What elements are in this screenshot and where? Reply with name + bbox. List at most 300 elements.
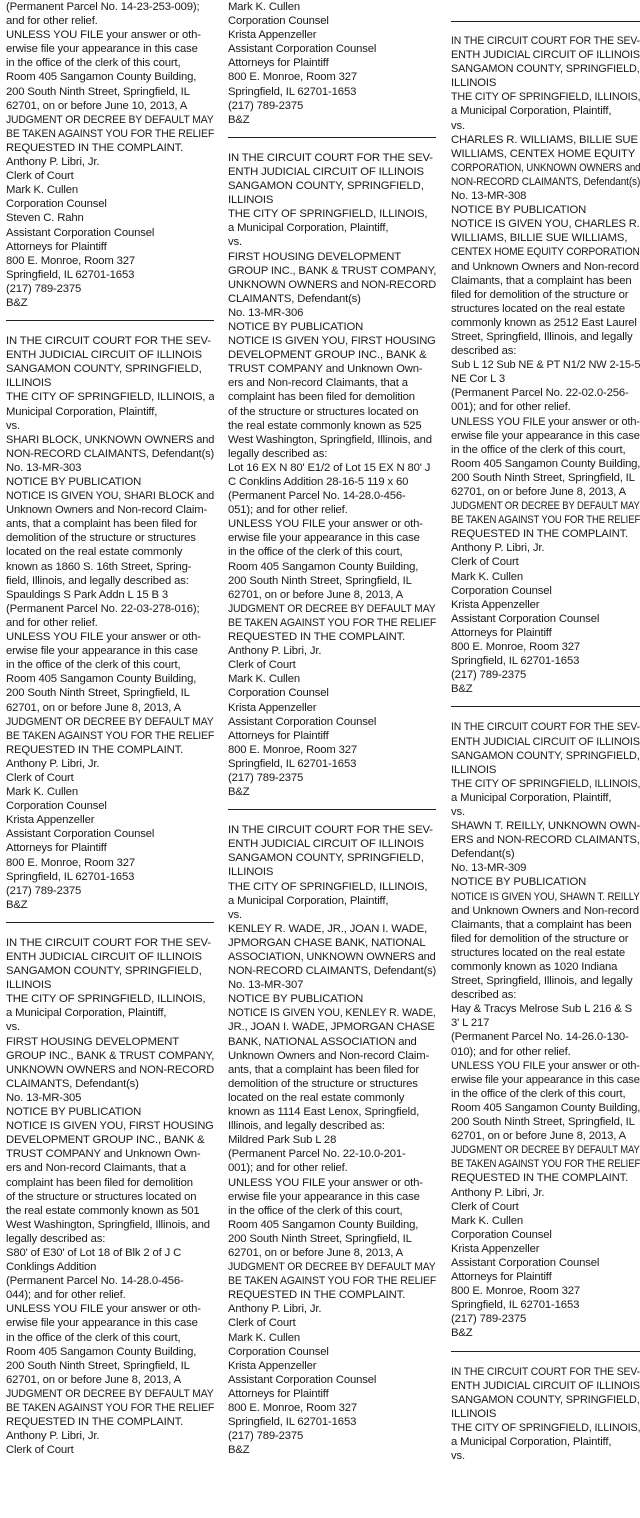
notice-text-line: Clerk of Court: [6, 771, 74, 784]
notice-text-line: Springfield, IL 62701-1653: [451, 1299, 580, 1312]
notice-text-line: C Conklins Addition 28-16-5 119 x 60: [228, 476, 409, 488]
notice-text-line: erwise file your appearance in this case: [6, 43, 198, 56]
notice-text-line: Clerk of Court: [228, 659, 296, 672]
notice-text-line: vs.: [228, 908, 242, 921]
legal-notice: [6, 334, 214, 912]
notice-text-line: B&Z: [228, 113, 250, 126]
notice-text-line: 200 South Ninth Street, Springfield, IL: [6, 1359, 190, 1372]
notice-text-line: NON-RECORD CLAIMANTS, Defendant(s): [451, 175, 640, 188]
notice-text-line: 800 E. Monroe, Room 327: [228, 743, 358, 756]
notice-text-line: 62701, on or before June 8, 2013, A: [6, 701, 182, 714]
notice-text-line: THE CITY OF SPRINGFIELD, ILLINOIS,: [228, 880, 428, 893]
column-top-rule: [451, 21, 640, 22]
notice-text-line: SHAWN T. REILLY, UNKNOWN OWN-: [451, 820, 640, 833]
notice-text-line: IN THE CIRCUIT COURT FOR THE SEV-: [451, 35, 640, 47]
notice-text-line: (217) 789-2375: [228, 1430, 304, 1443]
notice-text-line: located on the real estate commonly: [228, 1091, 405, 1104]
notice-text-line: BE TAKEN AGAINST YOU FOR THE RELIEF: [228, 616, 436, 629]
notice-text-line: Mark K. Cullen: [228, 1, 300, 13]
notice-text-line: 800 E. Monroe, Room 327: [6, 254, 136, 267]
notice-text-line: BE TAKEN AGAINST YOU FOR THE RELIEF: [451, 1158, 640, 1171]
notice-text-line: known as 1860 S. 16th Street, Spring-: [6, 560, 192, 573]
notice-text-line: NOTICE IS GIVEN YOU, KENLEY R. WADE,: [228, 1007, 436, 1020]
notice-text-line: legally described as:: [6, 1232, 106, 1245]
legal-notice: [6, 0, 214, 310]
notice-text-line: DEVELOPMENT GROUP INC., BANK &: [6, 1134, 205, 1147]
notice-text-line: (Permanent Parcel No. 14-26.0-130-: [451, 1031, 629, 1044]
notice-text-line: Claimants, that a complaint has been: [451, 918, 632, 931]
notice-text-line: Clerk of Court: [228, 1317, 296, 1330]
notice-text-line: No. 13-MR-306: [228, 306, 304, 319]
notice-text-line: (217) 789-2375: [228, 99, 304, 112]
notice-text-line: Springfield, IL 62701-1653: [6, 870, 135, 883]
notice-text-line: UNLESS YOU FILE your answer or oth-: [228, 1176, 423, 1189]
notice-text-line: Defendant(s): [451, 848, 515, 861]
notice-divider: [228, 137, 436, 138]
notice-text-line: Sub L 12 Sub NE & PT N1/2 NW 2-15-5: [451, 359, 640, 372]
legal-notice: [228, 823, 436, 1457]
notice-text-line: Anthony P. Libri, Jr.: [6, 757, 100, 770]
notice-text-line: Attorneys for Plaintiff: [6, 842, 107, 855]
notice-text-line: Illinois, and legally described as:: [228, 1120, 385, 1133]
notice-text-line: ENTH JUDICIAL CIRCUIT OF ILLINOIS: [6, 951, 202, 963]
notice-text-line: JR., JOAN I. WADE, JPMORGAN CHASE: [228, 1021, 435, 1034]
notice-text-line: Claimants, that a complaint has been: [451, 274, 632, 287]
notice-text-line: vs.: [6, 1021, 20, 1034]
notice-text-line: ENTH JUDICIAL CIRCUIT OF ILLINOIS: [6, 349, 202, 362]
notice-text-line: BE TAKEN AGAINST YOU FOR THE RELIEF: [228, 1275, 436, 1288]
notice-text-line: Anthony P. Libri, Jr.: [228, 1303, 322, 1316]
notice-text-line: filed for demolition of the structure or: [451, 932, 629, 945]
notice-text-line: THE CITY OF SPRINGFIELD, ILLINOIS,: [451, 1421, 640, 1434]
notice-text-line: Attorneys for Plaintiff: [451, 626, 552, 639]
notice-text-line: NOTICE IS GIVEN YOU, FIRST HOUSING: [6, 1120, 214, 1133]
notice-text-line: NOTICE IS GIVEN YOU, SHARI BLOCK and: [6, 490, 214, 503]
notice-text-line: complaint has been filed for demolition: [6, 1176, 193, 1189]
notice-text-line: 62701, on or before June 10, 2013, A: [6, 99, 188, 112]
notice-text-line: NON-RECORD CLAIMANTS, Defendant(s): [6, 447, 214, 460]
notice-text-line: Street, Springfield, Illinois, and legally: [451, 975, 633, 988]
notice-text-line: 001); and for other relief.: [228, 1162, 348, 1175]
notice-text-line: 800 E. Monroe, Room 327: [228, 1402, 358, 1414]
notice-text-line: a Municipal Corporation, Plaintiff,: [6, 1007, 167, 1020]
legal-notice: [451, 720, 640, 1340]
notice-text-line: B&Z: [228, 786, 250, 799]
notice-text-line: Hay & Tracys Melrose Sub L 216 & S: [451, 1003, 632, 1016]
notice-text-line: WILLIAMS, BILLIE SUE WILLIAMS,: [451, 232, 628, 245]
notice-text-line: erwise file your appearance in this case: [451, 429, 640, 442]
notice-text-line: Clerk of Court: [6, 1444, 74, 1457]
notice-text-line: IN THE CIRCUIT COURT FOR THE SEV-: [228, 824, 433, 837]
notice-text-line: in the office of the clerk of this court,: [228, 1204, 403, 1217]
notice-text-line: No. 13-MR-308: [451, 190, 527, 203]
notice-text-line: ENTH JUDICIAL CIRCUIT OF ILLINOIS: [451, 49, 640, 62]
notice-text-line: No. 13-MR-309: [451, 862, 527, 875]
notice-text-line: 3' L 217: [451, 1017, 490, 1030]
notice-text-line: SHARI BLOCK, UNKNOWN OWNERS and: [6, 433, 214, 446]
notice-text-line: 200 South Ninth Street, Springfield, IL: [451, 471, 635, 484]
notice-text-line: structures located on the real estate: [451, 946, 626, 959]
notice-text-line: a Municipal Corporation, Plaintiff,: [228, 894, 389, 907]
notice-text-line: (217) 789-2375: [451, 1313, 527, 1326]
notice-text-line: Springfield, IL 62701-1653: [451, 655, 580, 668]
notice-text-line: Attorneys for Plaintiff: [228, 1387, 329, 1400]
notice-text-line: Krista Appenzeller: [228, 29, 317, 42]
notice-text-line: erwise file your appearance in this case: [451, 1073, 640, 1086]
notice-text-line: 800 E. Monroe, Room 327: [228, 71, 358, 84]
notice-text-line: NOTICE BY PUBLICATION: [228, 993, 364, 1006]
notice-text-line: the real estate commonly known as 525: [228, 419, 422, 432]
notice-text-line: B&Z: [451, 683, 473, 696]
notice-text-line: Mark K. Cullen: [451, 1214, 523, 1227]
notice-text-line: Attorneys for Plaintiff: [451, 1271, 552, 1284]
notice-text-line: ILLINOIS: [451, 763, 497, 776]
notice-text-line: (Permanent Parcel No. 22-02.0-256-: [451, 387, 629, 400]
notice-text-line: and Unknown Owners and Non-record: [451, 260, 639, 273]
notice-text-line: Mark K. Cullen: [6, 786, 78, 799]
notice-text-line: NOTICE IS GIVEN YOU, FIRST HOUSING: [228, 335, 436, 348]
notice-text-line: ILLINOIS: [451, 77, 497, 90]
notice-text-line: Conklings Addition: [6, 1261, 97, 1274]
notice-text-line: ENTH JUDICIAL CIRCUIT OF ILLINOIS: [451, 1379, 640, 1392]
notice-text-line: IN THE CIRCUIT COURT FOR THE SEV-: [451, 721, 640, 734]
notice-text-line: 010); and for other relief.: [451, 1045, 571, 1058]
notice-text-line: Assistant Corporation Counsel: [451, 1256, 600, 1269]
notice-text-line: IN THE CIRCUIT COURT FOR THE SEV-: [6, 936, 211, 949]
notice-text-line: THE CITY OF SPRINGFIELD, ILLINOIS,: [6, 993, 206, 1006]
notice-text-line: GROUP INC., BANK & TRUST COMPANY,: [6, 1049, 214, 1062]
notice-text-line: Attorneys for Plaintiff: [228, 57, 329, 70]
notice-text-line: 800 E. Monroe, Room 327: [451, 1285, 581, 1298]
notice-text-line: SANGAMON COUNTY, SPRINGFIELD,: [228, 180, 424, 193]
notice-text-line: JUDGMENT OR DECREE BY DEFAULT MAY: [6, 715, 214, 728]
notice-text-line: ILLINOIS: [451, 1407, 497, 1420]
notice-text-line: NE Cor L 3: [451, 373, 505, 386]
notice-text-line: NOTICE IS GIVEN YOU, CHARLES R.: [451, 218, 640, 231]
notice-text-line: KENLEY R. WADE, JR., JOAN I. WADE,: [228, 922, 428, 935]
notice-text-line: West Washington, Springfield, Illinois, and: [6, 1218, 210, 1231]
notice-text-line: UNLESS YOU FILE your answer or oth-: [451, 1059, 640, 1072]
notice-text-line: Room 405 Sangamon County Building,: [6, 71, 197, 84]
notice-text-line: Anthony P. Libri, Jr.: [6, 1430, 100, 1443]
notice-text-line: Krista Appenzeller: [451, 1242, 540, 1255]
notice-text-line: 200 South Ninth Street, Springfield, IL: [451, 1116, 635, 1129]
notice-text-line: NOTICE BY PUBLICATION: [6, 476, 142, 488]
notice-text-line: REQUESTED IN THE COMPLAINT.: [6, 1416, 184, 1429]
notice-text-line: Street, Springfield, Illinois, and legally: [451, 330, 633, 343]
notice-text-line: ERS and NON-RECORD CLAIMANTS,: [451, 834, 640, 847]
notice-text-line: Anthony P. Libri, Jr.: [451, 1186, 545, 1199]
notice-text-line: JUDGMENT OR DECREE BY DEFAULT MAY: [228, 1261, 436, 1274]
notice-text-line: UNLESS YOU FILE your answer or oth-: [6, 631, 201, 644]
notice-text-line: SANGAMON COUNTY, SPRINGFIELD,: [451, 63, 640, 76]
notice-text-line: (217) 789-2375: [6, 282, 82, 295]
notice-text-line: JPMORGAN CHASE BANK, NATIONAL: [228, 936, 426, 949]
legal-notice: [451, 1365, 640, 1464]
notice-text-line: Assistant Corporation Counsel: [6, 226, 155, 239]
notice-text-line: (Permanent Parcel No. 22-10.0-201-: [228, 1148, 406, 1161]
notice-text-line: CHARLES R. WILLIAMS, BILLIE SUE: [451, 133, 638, 146]
notice-text-line: NOTICE IS GIVEN YOU, SHAWN T. REILLY: [451, 890, 640, 903]
notice-text-line: REQUESTED IN THE COMPLAINT.: [6, 141, 184, 154]
notice-text-line: a Municipal Corporation, Plaintiff,: [228, 222, 389, 235]
notice-text-line: JUDGMENT OR DECREE BY DEFAULT MAY: [451, 1144, 640, 1157]
notice-divider: [6, 320, 214, 321]
notice-text-line: Clerk of Court: [6, 170, 74, 183]
notice-text-line: Assistant Corporation Counsel: [6, 828, 155, 841]
notice-text-line: ENTH JUDICIAL CIRCUIT OF ILLINOIS: [228, 165, 424, 178]
notice-text-line: ers and Non-record Claimants, that a: [228, 377, 408, 390]
notice-text-line: THE CITY OF SPRINGFIELD, ILLINOIS,: [451, 91, 640, 104]
notice-text-line: Anthony P. Libri, Jr.: [451, 542, 545, 555]
notice-text-line: ants, that a complaint has been filed for: [6, 518, 198, 531]
notice-text-line: ILLINOIS: [6, 377, 52, 390]
notice-text-line: Mark K. Cullen: [228, 1331, 300, 1344]
notice-text-line: REQUESTED IN THE COMPLAINT.: [228, 1289, 406, 1302]
notice-text-line: SANGAMON COUNTY, SPRINGFIELD,: [451, 749, 640, 762]
notice-text-line: CLAIMANTS, Defendant(s): [228, 292, 361, 305]
notice-text-line: UNKNOWN OWNERS and NON-RECORD: [6, 1063, 214, 1076]
notice-text-line: SANGAMON COUNTY, SPRINGFIELD,: [6, 965, 202, 978]
notice-text-line: Mildred Park Sub L 28: [228, 1134, 337, 1147]
notice-text-line: 044); and for other relief.: [6, 1289, 126, 1302]
notice-text-line: Attorneys for Plaintiff: [6, 240, 107, 253]
notice-text-line: UNLESS YOU FILE your answer or oth-: [451, 415, 640, 428]
notice-text-line: SANGAMON COUNTY, SPRINGFIELD,: [6, 363, 202, 376]
notice-text-line: CENTEX HOME EQUITY CORPORATION: [451, 246, 640, 259]
notice-text-line: NON-RECORD CLAIMANTS, Defendant(s): [228, 965, 436, 978]
notice-text-line: in the office of the clerk of this court,: [451, 1087, 626, 1100]
notice-text-line: Spauldings S Park Addn L 15 B 3: [6, 588, 168, 601]
notice-text-line: of the structure or structures located on: [6, 1190, 197, 1203]
notice-text-line: BANK, NATIONAL ASSOCIATION and: [228, 1035, 417, 1048]
notice-text-line: B&Z: [451, 1327, 473, 1340]
notice-text-line: Corporation Counsel: [228, 15, 329, 28]
notice-text-line: in the office of the clerk of this court,: [228, 546, 403, 559]
notice-text-line: Corporation Counsel: [228, 687, 329, 700]
notice-text-line: Lot 16 EX N 80' E1/2 of Lot 15 EX N 80' J: [228, 461, 431, 474]
notice-text-line: B&Z: [6, 898, 28, 911]
notice-text-line: CORPORATION, UNKNOWN OWNERS and: [451, 161, 640, 174]
notice-text-line: (217) 789-2375: [451, 669, 527, 682]
notice-text-line: IN THE CIRCUIT COURT FOR THE SEV-: [451, 1365, 640, 1378]
notice-text-line: 62701, on or before June 8, 2013, A: [6, 1373, 182, 1386]
notice-text-line: described as:: [451, 345, 517, 358]
notice-text-line: B&Z: [6, 296, 28, 309]
notice-text-line: a Municipal Corporation, Plaintiff,: [451, 1436, 612, 1448]
notice-text-line: Corporation Counsel: [451, 1228, 552, 1241]
notice-text-line: (217) 789-2375: [6, 884, 82, 897]
notice-text-line: commonly known as 1020 Indiana: [451, 961, 618, 973]
notice-text-line: demolition of the structure or structures: [6, 532, 196, 545]
notice-text-line: Assistant Corporation Counsel: [228, 1373, 377, 1386]
notice-text-line: 62701, on or before June 8, 2013, A: [228, 1246, 404, 1259]
notice-text-line: 62701, on or before June 8, 2013, A: [451, 1130, 627, 1143]
notice-text-line: Corporation Counsel: [6, 198, 107, 211]
notice-text-line: GROUP INC., BANK & TRUST COMPANY,: [228, 264, 436, 277]
notice-text-line: Unknown Owners and Non-record Claim-: [228, 1049, 430, 1062]
notice-text-line: and for other relief.: [6, 15, 98, 28]
notice-text-line: (217) 789-2375: [228, 771, 304, 784]
notice-text-line: Room 405 Sangamon County Building,: [228, 1218, 419, 1231]
notice-text-line: ants, that a complaint has been filed for: [228, 1063, 420, 1076]
notice-text-line: (Permanent Parcel No. 22-03-278-016);: [6, 602, 200, 615]
notice-text-line: BE TAKEN AGAINST YOU FOR THE RELIEF: [6, 1402, 214, 1414]
notice-text-line: vs.: [451, 805, 465, 818]
notice-text-line: West Washington, Springfield, Illinois, and: [228, 433, 432, 446]
notice-divider: [451, 706, 640, 707]
notice-text-line: NOTICE BY PUBLICATION: [451, 876, 587, 889]
notice-text-line: Mark K. Cullen: [6, 184, 78, 197]
notice-text-line: 800 E. Monroe, Room 327: [451, 641, 581, 654]
notice-text-line: REQUESTED IN THE COMPLAINT.: [451, 1172, 629, 1185]
notice-text-line: erwise file your appearance in this case: [6, 1317, 198, 1330]
notice-text-line: Clerk of Court: [451, 1200, 519, 1213]
legal-notice: [6, 936, 214, 1457]
notice-text-line: REQUESTED IN THE COMPLAINT.: [228, 631, 406, 644]
notice-text-line: filed for demolition of the structure or: [451, 288, 629, 301]
notice-text-line: Krista Appenzeller: [6, 814, 95, 827]
notice-text-line: (Permanent Parcel No. 14-23-253-009);: [6, 1, 200, 13]
notice-text-line: 200 South Ninth Street, Springfield, IL: [228, 1232, 412, 1245]
notice-text-line: REQUESTED IN THE COMPLAINT.: [6, 743, 184, 756]
notice-text-line: 200 South Ninth Street, Springfield, IL: [6, 687, 190, 700]
notice-text-line: vs.: [6, 419, 20, 432]
notice-text-line: DEVELOPMENT GROUP INC., BANK &: [228, 349, 427, 362]
notice-text-line: NOTICE BY PUBLICATION: [228, 320, 364, 333]
notice-text-line: B&Z: [228, 1444, 250, 1457]
legal-notice: [451, 34, 640, 696]
notice-text-line: legally described as:: [228, 447, 328, 460]
notice-text-line: 200 South Ninth Street, Springfield, IL: [228, 574, 412, 587]
notice-text-line: erwise file your appearance in this case: [228, 532, 420, 545]
notice-text-line: JUDGMENT OR DECREE BY DEFAULT MAY: [6, 113, 214, 126]
notice-text-line: JUDGMENT OR DECREE BY DEFAULT MAY: [451, 500, 640, 513]
notice-text-line: SANGAMON COUNTY, SPRINGFIELD,: [451, 1393, 640, 1406]
notice-text-line: erwise file your appearance in this case: [228, 1190, 420, 1203]
notice-text-line: TRUST COMPANY and Unknown Own-: [6, 1148, 201, 1161]
notice-text-line: a Municipal Corporation, Plaintiff,: [451, 105, 612, 118]
notice-text-line: Mark K. Cullen: [228, 673, 300, 686]
notice-text-line: the real estate commonly known as 501: [6, 1204, 200, 1217]
notice-text-line: BE TAKEN AGAINST YOU FOR THE RELIEF: [451, 514, 640, 527]
notice-divider: [228, 809, 436, 810]
notice-text-line: known as 1114 East Lenox, Springfield,: [228, 1106, 420, 1119]
notice-text-line: vs.: [451, 1450, 465, 1463]
notice-text-line: (Permanent Parcel No. 14-28.0-456-: [228, 490, 406, 503]
notice-text-line: 800 E. Monroe, Room 327: [6, 856, 136, 869]
notice-text-line: field, Illinois, and legally described as:: [6, 574, 189, 587]
notice-text-line: Unknown Owners and Non-record Claim-: [6, 504, 208, 517]
notice-text-line: S80' of E30' of Lot 18 of Blk 2 of J C: [6, 1246, 182, 1259]
notice-text-line: ILLINOIS: [228, 194, 274, 207]
notice-text-line: FIRST HOUSING DEVELOPMENT: [6, 1035, 180, 1048]
notice-text-line: Room 405 Sangamon County Building,: [228, 560, 419, 573]
notice-text-line: ASSOCIATION, UNKNOWN OWNERS and: [228, 951, 436, 963]
notice-text-line: REQUESTED IN THE COMPLAINT.: [451, 528, 629, 541]
notice-text-line: IN THE CIRCUIT COURT FOR THE SEV-: [6, 335, 211, 348]
legal-notice: [228, 151, 436, 799]
notice-text-line: 051); and for other relief.: [228, 504, 348, 517]
notice-text-line: Anthony P. Libri, Jr.: [228, 645, 322, 658]
notice-text-line: THE CITY OF SPRINGFIELD, ILLINOIS,: [451, 777, 640, 790]
notice-text-line: 200 South Ninth Street, Springfield, IL: [6, 85, 190, 98]
notice-text-line: NOTICE BY PUBLICATION: [6, 1106, 142, 1119]
notice-text-line: Krista Appenzeller: [228, 701, 317, 714]
notice-text-line: IN THE CIRCUIT COURT FOR THE SEV-: [228, 151, 433, 164]
notice-text-line: WILLIAMS, CENTEX HOME EQUITY: [451, 147, 636, 160]
column-2: [228, 0, 436, 1518]
notice-text-line: 62701, on or before June 8, 2013, A: [451, 486, 627, 498]
notice-text-line: vs.: [228, 236, 242, 249]
notice-text-line: Corporation Counsel: [451, 584, 552, 597]
notice-text-line: and Unknown Owners and Non-record: [451, 904, 639, 917]
notice-text-line: Springfield, IL 62701-1653: [6, 268, 135, 281]
notice-text-line: demolition of the structure or structures: [228, 1077, 418, 1090]
notice-text-line: Assistant Corporation Counsel: [228, 43, 377, 56]
notice-text-line: Clerk of Court: [451, 556, 519, 569]
notice-text-line: and for other relief.: [6, 616, 98, 629]
notice-text-line: Krista Appenzeller: [228, 1359, 317, 1372]
notice-text-line: Room 405 Sangamon County Building,: [6, 673, 197, 686]
notice-text-line: JUDGMENT OR DECREE BY DEFAULT MAY: [6, 1387, 214, 1400]
notice-text-line: Assistant Corporation Counsel: [228, 715, 377, 728]
notice-text-line: No. 13-MR-305: [6, 1091, 82, 1104]
notice-text-line: THE CITY OF SPRINGFIELD, ILLINOIS, a: [6, 391, 214, 404]
notice-text-line: Springfield, IL 62701-1653: [228, 1416, 357, 1429]
notice-text-line: ENTH JUDICIAL CIRCUIT OF ILLINOIS: [451, 735, 640, 748]
notice-text-line: erwise file your appearance in this case: [6, 645, 198, 658]
notice-text-line: Municipal Corporation, Plaintiff,: [6, 405, 158, 418]
notice-text-line: Attorneys for Plaintiff: [228, 729, 329, 742]
notice-text-line: No. 13-MR-307: [228, 979, 304, 992]
notice-text-line: UNLESS YOU FILE your answer or oth-: [228, 518, 423, 531]
notice-text-line: NOTICE BY PUBLICATION: [451, 204, 587, 217]
notice-text-line: commonly known as 2512 East Laurel: [451, 316, 637, 329]
notice-text-line: FIRST HOUSING DEVELOPMENT: [228, 250, 402, 263]
column-3: [451, 0, 640, 1518]
notice-text-line: 62701, on or before June 8, 2013, A: [228, 588, 404, 601]
notice-text-line: JUDGMENT OR DECREE BY DEFAULT MAY: [228, 602, 436, 615]
notice-text-line: (Permanent Parcel No. 14-28.0-456-: [6, 1275, 184, 1288]
notice-text-line: in the office of the clerk of this court,: [6, 1331, 181, 1344]
notice-text-line: UNKNOWN OWNERS and NON-RECORD: [228, 278, 436, 291]
notice-text-line: of the structure or structures located on: [228, 405, 419, 418]
notice-text-line: Room 405 Sangamon County Building,: [6, 1345, 197, 1358]
notice-text-line: BE TAKEN AGAINST YOU FOR THE RELIEF: [6, 127, 214, 140]
notice-text-line: BE TAKEN AGAINST YOU FOR THE RELIEF: [6, 729, 214, 742]
notice-text-line: a Municipal Corporation, Plaintiff,: [451, 791, 612, 804]
notice-text-line: Corporation Counsel: [228, 1345, 329, 1358]
notice-text-line: SANGAMON COUNTY, SPRINGFIELD,: [228, 852, 424, 865]
notice-text-line: Anthony P. Libri, Jr.: [6, 156, 100, 169]
notice-text-line: ILLINOIS: [6, 979, 52, 992]
notice-text-line: Room 405 Sangamon County Building,: [451, 1101, 640, 1114]
notice-text-line: Assistant Corporation Counsel: [451, 612, 600, 625]
notice-text-line: structures located on the real estate: [451, 302, 626, 315]
notice-text-line: UNLESS YOU FILE your answer or oth-: [6, 1303, 201, 1316]
notice-text-line: vs.: [451, 119, 465, 132]
notice-text-line: Krista Appenzeller: [451, 598, 540, 611]
notice-divider: [6, 922, 214, 923]
legal-notice: [228, 0, 436, 127]
notice-text-line: THE CITY OF SPRINGFIELD, ILLINOIS,: [228, 208, 428, 221]
notice-text-line: TRUST COMPANY and Unknown Own-: [228, 363, 423, 376]
notice-text-line: No. 13-MR-303: [6, 461, 82, 474]
notice-text-line: in the office of the clerk of this court,: [451, 443, 626, 456]
notice-text-line: Mark K. Cullen: [451, 570, 523, 583]
notice-text-line: Steven C. Rahn: [6, 212, 84, 225]
